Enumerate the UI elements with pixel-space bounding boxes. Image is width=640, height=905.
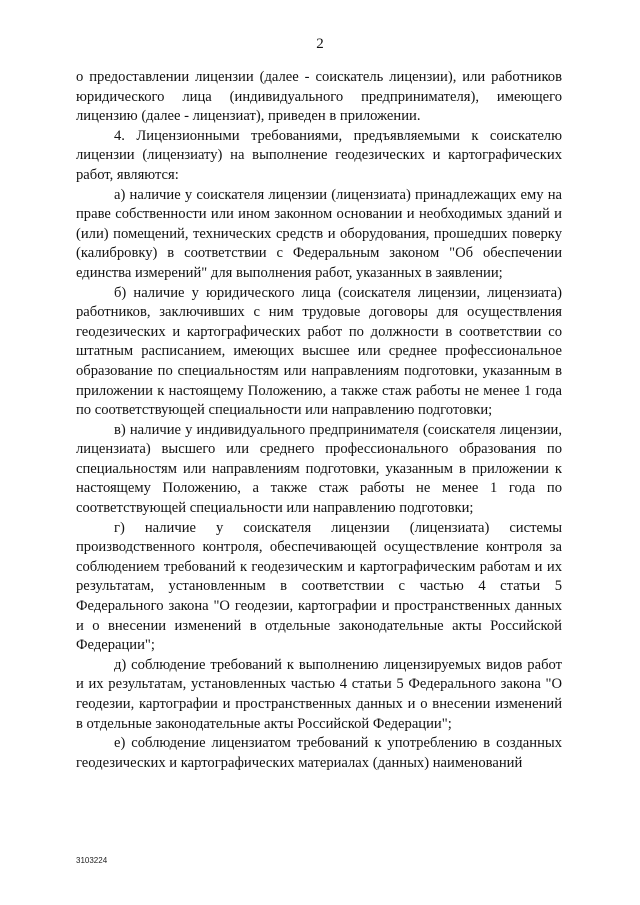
paragraph-subitem-d: д) соблюдение требований к выполнению лицензируемых видов работ и их результатам, установленных частью 4 статьи 5 Федерального закона "О геодезии, картографии и пространственных данных и о внесении изменений в отдельные законодательные акты Российской Федерации"; [76,656,562,732]
document-code: 3103224 [76,856,108,865]
paragraph-subitem-e: е) соблюдение лицензиатом требований к употреблению в созданных геодезических и картографических материалах (данных) наименований [76,735,562,771]
paragraph-subitem-b: б) наличие у юридического лица (соискателя лицензии, лицензиата) работников, заключивших с ним трудовые договоры для осуществления геодезических и картографических работ по должности в соответствии со штатным расписанием, имеющих высшее или среднее профессиональное образование по специальностям или направлениям подготовки, указанным в приложении к настоящему Положению, а также стаж работы не менее 1 года по соответствующей специальности или направлению подготовки; [76,284,562,419]
paragraph-subitem-a: а) наличие у соискателя лицензии (лицензиата) принадлежащих ему на праве собственности или ином законном основании и необходимых зданий и (или) помещений, технических средств и оборудования, прошедших поверку (калибровку) в соответствии с Федеральным законом "Об обеспечении единства измерений" для выполнения работ, указанных в заявлении; [76,186,562,281]
document-body [76,68,562,773]
paragraph-continuation: о предоставлении лицензии (далее - соискатель лицензии), или работников юридического лица (индивидуального предпринимателя), имеющего лицензию (далее - лицензиат), приведен в приложении. [76,69,562,125]
page-number: 2 [316,36,324,52]
paragraph-item-4: 4. Лицензионными требованиями, предъявляемыми к соискателю лицензии (лицензиату) на выполнение геодезических и картографических работ, являются: [76,127,562,183]
paragraph-subitem-v: в) наличие у индивидуального предпринимателя (соискателя лицензии, лицензиата) высшего или среднего профессионального образования по специальностям или направлениям подготовки, указанным в приложении к настоящему Положению, а также стаж работы не менее 1 года по соответствующей специальности или направлению подготовки; [76,421,562,517]
paragraph-subitem-g: г) наличие у соискателя лицензии (лицензиата) системы производственного контроля, обеспечивающей осуществление контроля за соблюдением требований к геодезическим и картографическим работам и их результатам, установленным в соответствии с частью 4 статьи 5 Федерального закона "О геодезии, картографии и пространственных данных и о внесении изменений в отдельные законодательные акты Российской Федерации"; [76,519,562,654]
